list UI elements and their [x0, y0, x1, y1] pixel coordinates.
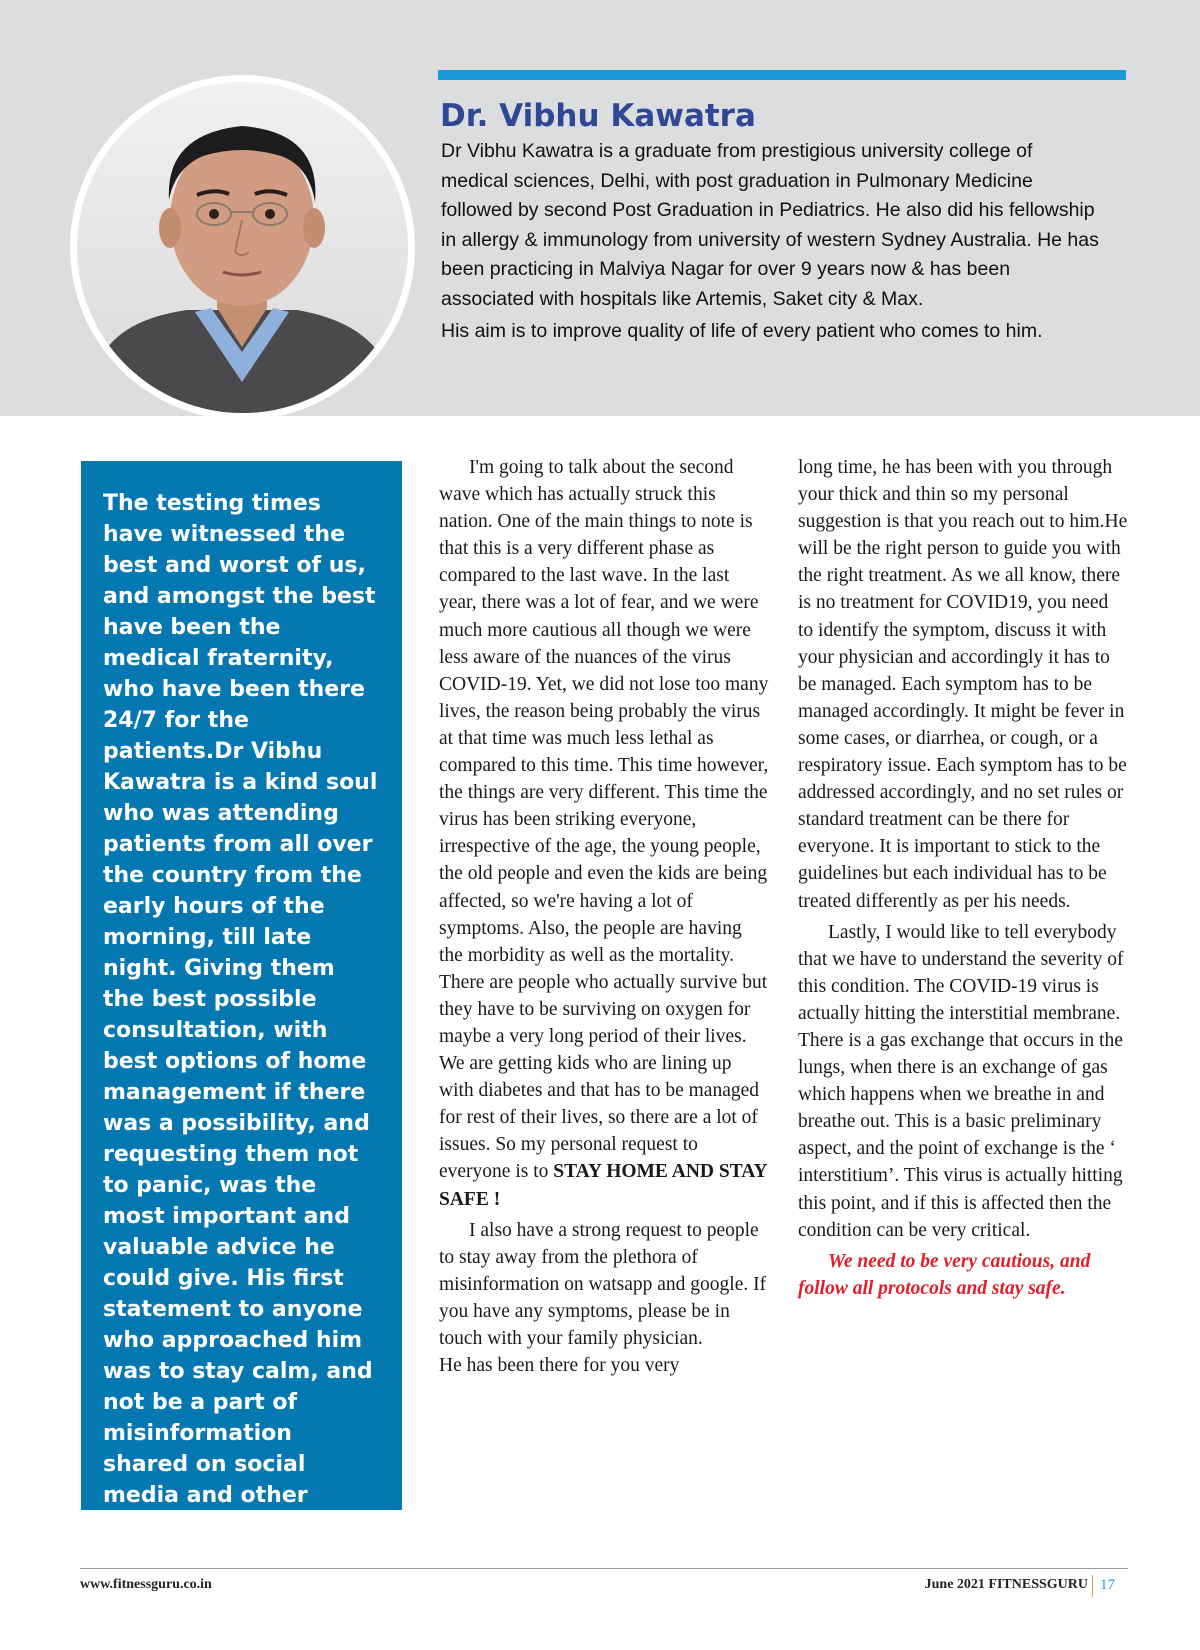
accent-rule	[438, 70, 1126, 80]
doctor-bio	[441, 137, 1101, 350]
closing-statement: We need to be very cautious, and follow all protocols and stay safe.	[798, 1250, 1091, 1299]
article-paragraph: Lastly, I would like to tell everybody that we have to understand the severity of this condition. The COVID-19 virus is actually hitting the interstitial membrane. There is a gas exchange that occurs in the lungs, when there is an exchange of gas which happens when we breathe in and breathe out. This is a basic preliminary aspect, and the point of exchange is the ‘ interstitium’. This virus is actually hitting this point, and if this is affected then the condition can be very critical.	[798, 921, 1124, 1241]
pull-quote-box	[81, 461, 402, 1539]
footer-rule	[80, 1568, 1128, 1569]
footer-separator	[1092, 1575, 1093, 1597]
footer-url[interactable]: www.fitnessguru.co.in	[80, 1577, 212, 1592]
article-paragraph: long time, he has been with you through your thick and thin so my personal suggestion is that you reach out to him.He will be the right person to guide you with the right treatment. As we all know, there is no treatment for COVID19, you need to identify the symptom, discuss it with your physician and accordingly it has to be managed. Each symptom has to be managed accordingly. It might be fever in some cases, or diarrhea, or cough, or a respiratory issue. Each symptom has to be addressed accordingly, and no set rules or standard treatment can be there for everyone. It is important to stick to the guidelines but each individual has to be treated differently as per his needs.	[798, 457, 1128, 912]
doctor-portrait	[70, 75, 415, 420]
bio-paragraph: Dr Vibhu Kawatra is a graduate from prestigious university college of medical sciences, Delhi, with post graduation in Pulmonary Medicine followed by second Post Graduation in Pediatrics. He also did his fellowship in allergy & immunology from university of western Sydney Australia. He has been practicing in Malviya Nagar for over 9 years now & has been associated with hospitals like Artemis, Saket city & Max.	[441, 140, 1099, 310]
doctor-photo-illustration	[77, 82, 408, 413]
page-number: 17	[1100, 1577, 1115, 1593]
article-column-1	[439, 454, 769, 1383]
article-paragraph: I also have a strong request to people to stay away from the plethora of misinformation on watsapp and google. If you have any symptoms, please be in touch with your family physician.	[439, 1219, 767, 1349]
article-paragraph: He has been there for you very	[439, 1355, 680, 1377]
article-text: I'm going to talk about the second wave which has actually struck this nation. One of the main things to note is that this is a very different phase as compared to the last wave. In the last year, there was a lot of fear, and we were much more cautious all though we were less aware of the nuances of the virus COVID-19. Yet, we did not lose too many lives, the reason being probably the virus at that time was much less lethal as compared to this time. This time however, the things are very different. This time the virus has been striking everyone, irrespective of the age, the young people, the old people and even the kids are being affected, so we're having a lot of symptoms. Also, the people are having the morbidity as well as the mortality. There are people who actually survive but they have to be surviving on oxygen for maybe a very long period of their lives. We are getting kids who are lining up with diabetes and that has to be managed for rest of their lives, so there are a lot of issues. So my personal request to everyone is to	[439, 457, 769, 1183]
doctor-name: Dr. Vibhu Kawatra	[440, 98, 756, 134]
emphasis-text: STAY HOME AND STAY SAFE !	[439, 1161, 767, 1210]
article-paragraph	[439, 454, 769, 1213]
bio-paragraph: His aim is to improve quality of life of every patient who comes to him.	[441, 320, 1043, 342]
footer-issue: June 2021 FITNESSGURU	[924, 1577, 1088, 1592]
pull-quote-text: The testing times have witnessed the best and worst of us, and amongst the best have been the medical fraternity, who have been there 24/7 for the patients.Dr Vibhu Kawatra is a kind soul who was attending patients from all over the country from the early hours of the morning, till late night. Giving them the best possible consultation, with best options of home management if there was a possibility, and requesting them not to panic, was the most important and valuable advice he could give. His first statement to anyone who approached him was to stay calm, and not be a part of misinformation shared on social media and other unreliable sources.	[103, 491, 378, 1539]
article-column-2	[798, 454, 1128, 1306]
